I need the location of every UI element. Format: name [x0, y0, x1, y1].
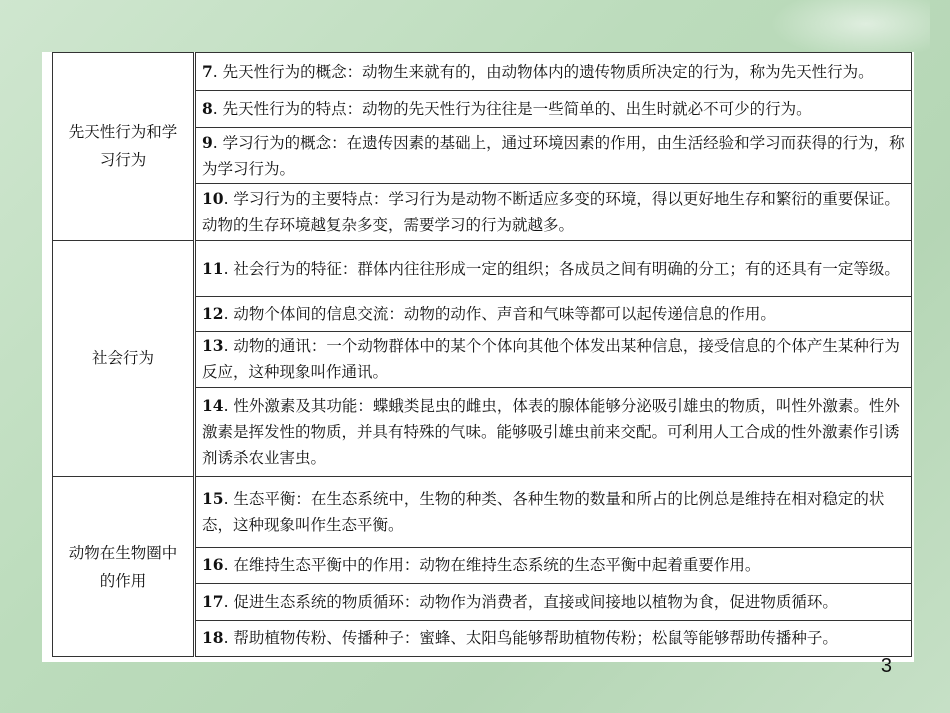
item-number: 10 [202, 189, 224, 209]
item-cell [195, 184, 912, 241]
item-number: 8 [202, 99, 213, 119]
item-text: . 性外激素及其功能：蝶蛾类昆虫的雌虫，体表的腺体能够分泌吸引雄虫的物质，叫性外激素。性外激素是挥发性的物质，并具有特殊的气味。能够吸引雄虫前来交配。可利用人工合成的性外激素作引诱剂诱杀农业害虫。 [202, 397, 900, 468]
item-cell [195, 297, 912, 331]
item-number: 12 [202, 304, 224, 324]
item-number: 18 [202, 628, 224, 648]
knowledge-sheet [42, 52, 914, 662]
category-cell: 先天性行为和学习行为 [53, 53, 195, 241]
item-text: . 先天性行为的概念：动物生来就有的，由动物体内的遗传物质所决定的行为，称为先天性行为。 [212, 62, 874, 81]
item-text: . 社会行为的特征：群体内往往形成一定的组织；各成员之间有明确的分工；有的还具有一定等级。 [223, 259, 900, 278]
item-text: . 学习行为的主要特点：学习行为是动物不断适应多变的环境，得以更好地生存和繁衍的重要保证。动物的生存环境越复杂多变，需要学习的行为就越多。 [202, 190, 900, 235]
knowledge-table [52, 52, 912, 657]
item-number: 15 [202, 488, 224, 508]
item-number: 9 [202, 132, 213, 152]
item-cell [195, 547, 912, 583]
item-text: . 促进生态系统的物质循环：动物作为消费者，直接或间接地以植物为食，促进物质循环。 [223, 592, 838, 611]
table-row [53, 53, 912, 91]
item-cell [195, 53, 912, 91]
category-cell: 社会行为 [53, 240, 195, 476]
item-cell [195, 91, 912, 127]
item-text: . 帮助植物传粉、传播种子：蜜蜂、太阳鸟能够帮助植物传粉；松鼠等能够帮助传播种子。 [223, 629, 838, 648]
item-text: . 动物个体间的信息交流：动物的动作、声音和气味等都可以起传递信息的作用。 [223, 305, 776, 324]
table-row [53, 477, 912, 548]
item-cell [195, 127, 912, 184]
item-number: 7 [202, 61, 213, 81]
item-number: 14 [202, 396, 224, 416]
item-number: 16 [202, 555, 224, 575]
item-cell [195, 331, 912, 388]
item-cell [195, 620, 912, 656]
background-leaf-decoration [770, 0, 930, 60]
item-cell [195, 477, 912, 548]
item-text: . 学习行为的概念：在遗传因素的基础上，通过环境因素的作用，由生活经验和学习而获得的行为，称为学习行为。 [202, 133, 905, 178]
table-row [53, 240, 912, 297]
page-number: 3 [880, 655, 892, 677]
item-text: . 生态平衡：在生态系统中，生物的种类、各种生物的数量和所占的比例总是维持在相对稳定的状态，这种现象叫作生态平衡。 [202, 489, 885, 534]
item-text: . 动物的通讯：一个动物群体中的某个个体向其他个体发出某种信息，接受信息的个体产生某种行为反应，这种现象叫作通讯。 [202, 337, 900, 382]
item-cell [195, 388, 912, 477]
category-cell: 动物在生物圈中的作用 [53, 477, 195, 657]
item-number: 17 [202, 591, 224, 611]
item-number: 13 [202, 336, 224, 356]
item-text: . 先天性行为的特点：动物的先天性行为往往是一些简单的、出生时就必不可少的行为。 [212, 100, 812, 119]
item-number: 11 [202, 258, 224, 278]
item-text: . 在维持生态平衡中的作用：动物在维持生态系统的生态平衡中起着重要作用。 [223, 556, 761, 575]
item-cell [195, 584, 912, 620]
item-cell [195, 240, 912, 297]
